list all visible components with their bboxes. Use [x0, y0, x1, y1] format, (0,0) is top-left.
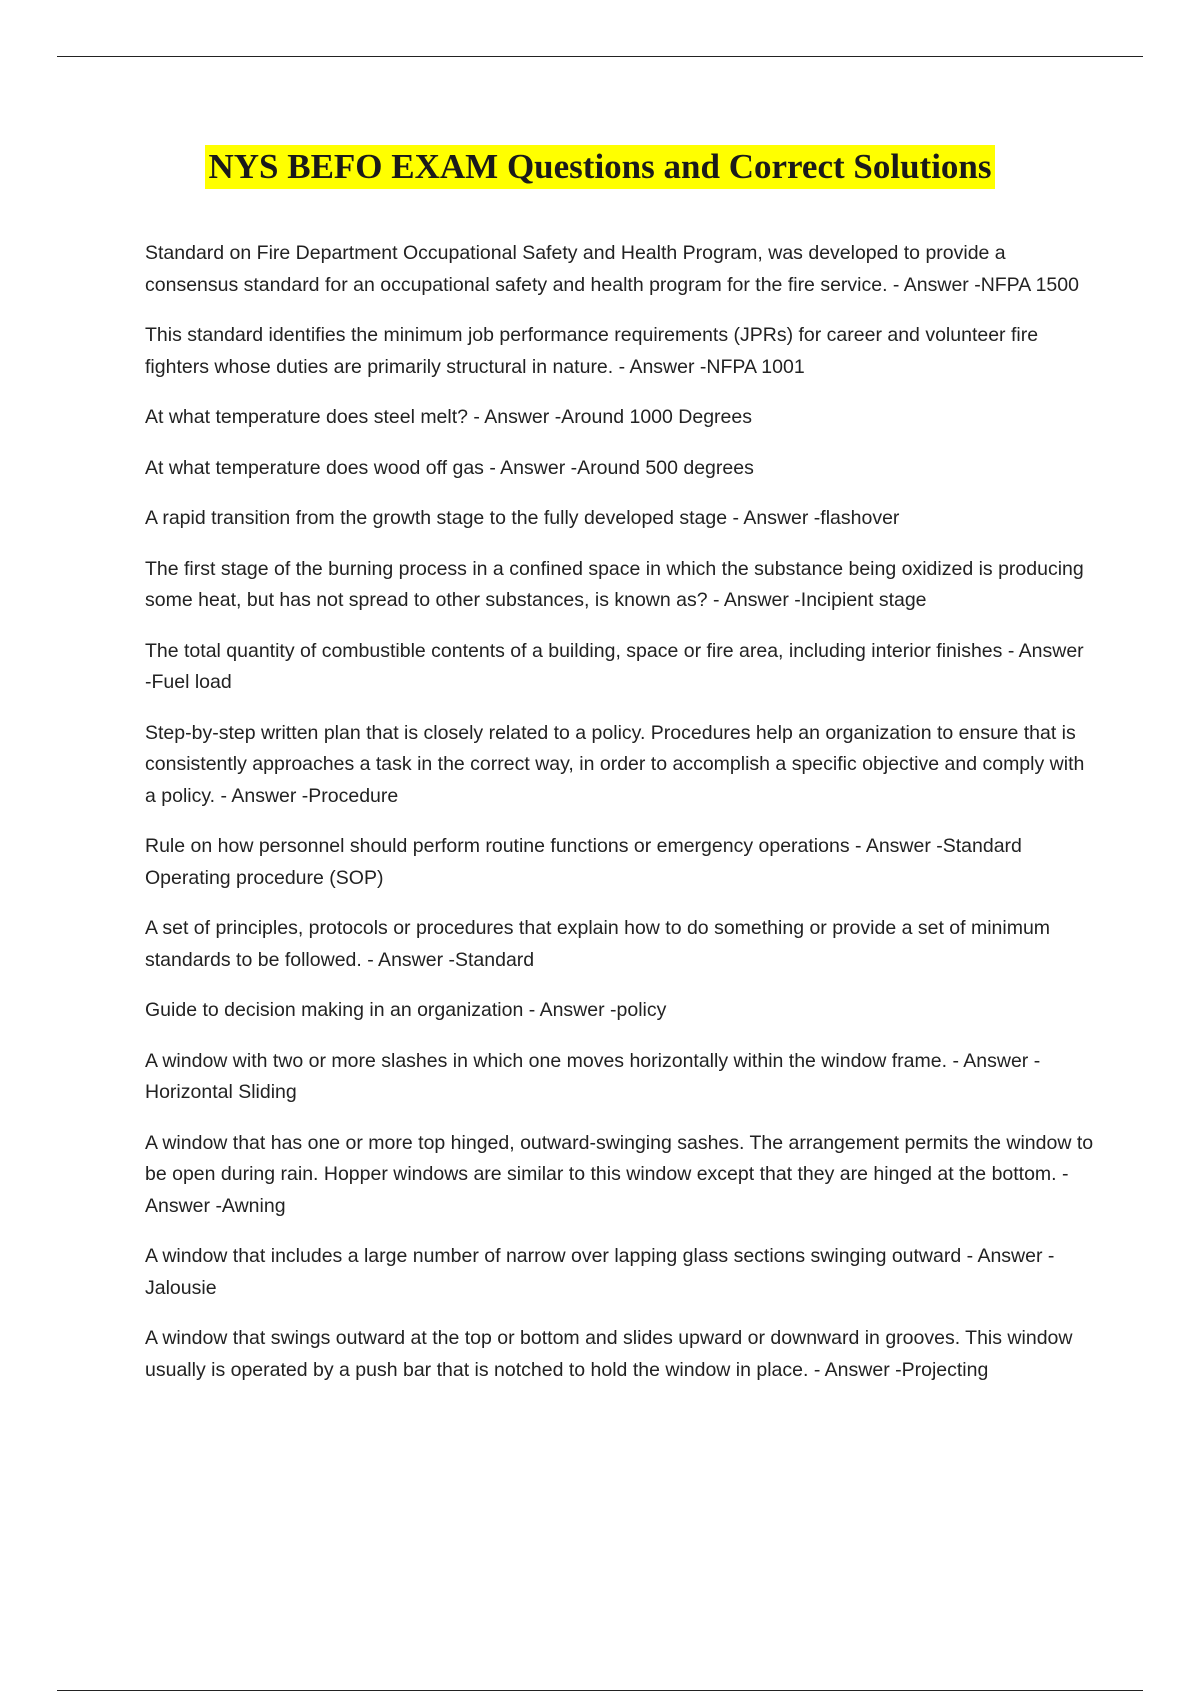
qa-item: Rule on how personnel should perform routine functions or emergency operations - Answer -Standard Operating procedure (SOP) [145, 835, 1022, 889]
qa-item: A window that swings outward at the top or bottom and slides upward or downward in grooves. This window usually is operated by a push bar that is notched to hold the window in place. - Answer -Projecting [145, 1327, 1073, 1381]
header-rule [57, 56, 1143, 57]
qa-item: At what temperature does steel melt? - Answer -Around 1000 Degrees [145, 406, 752, 428]
document-title: NYS BEFO EXAM Questions and Correct Solutions [205, 145, 994, 189]
qa-item: A window with two or more slashes in which one moves horizontally within the window frame. - Answer -Horizontal Sliding [145, 1049, 1041, 1103]
qa-item: At what temperature does wood off gas - Answer -Around 500 degrees [145, 456, 754, 479]
qa-item: A window that has one or more top hinged, outward-swinging sashes. The arrangement permits the window to be open during rain. Hopper windows are similar to this window except that they are hinged at the bottom. - Answer -Awning [145, 1131, 1094, 1217]
qa-item: A rapid transition from the growth stage to the fully developed stage - Answer -flashover [145, 507, 900, 529]
qa-item: The total quantity of combustible contents of a building, space or fire area, including interior finishes - Answer -Fuel load [145, 639, 1084, 693]
qa-item: Standard on Fire Department Occupational Safety and Health Program, was developed to provide a consensus standard for an occupational safety and health program for the fire service. - Answer -NFPA 1500 [145, 242, 1079, 296]
qa-item: Step-by-step written plan that is closely related to a policy. Procedures help an organization to ensure that is consistently approaches a task in the correct way, in order to accomplish a specific objective and comply with a policy. - Answer -Procedure [145, 721, 1085, 807]
title-container [0, 145, 1200, 189]
qa-item: A set of principles, protocols or procedures that explain how to do something or provide a set of minimum standards to be followed. - Answer -Standard [145, 917, 1051, 971]
qa-item: This standard identifies the minimum job performance requirements (JPRs) for career and volunteer fire fighters whose duties are primarily structural in nature. - Answer -NFPA 1001 [145, 324, 1039, 378]
footer-rule [57, 1690, 1143, 1691]
qa-item: The first stage of the burning process in a confined space in which the substance being oxidized is producing some heat, but has not spread to other substances, is known as? - Answer -Incipient stage [145, 557, 1084, 611]
qa-list [145, 238, 1095, 1405]
qa-item: A window that includes a large number of narrow over lapping glass sections swinging outward - Answer -Jalousie [145, 1245, 1055, 1299]
qa-item: Guide to decision making in an organization - Answer -policy [145, 999, 667, 1021]
